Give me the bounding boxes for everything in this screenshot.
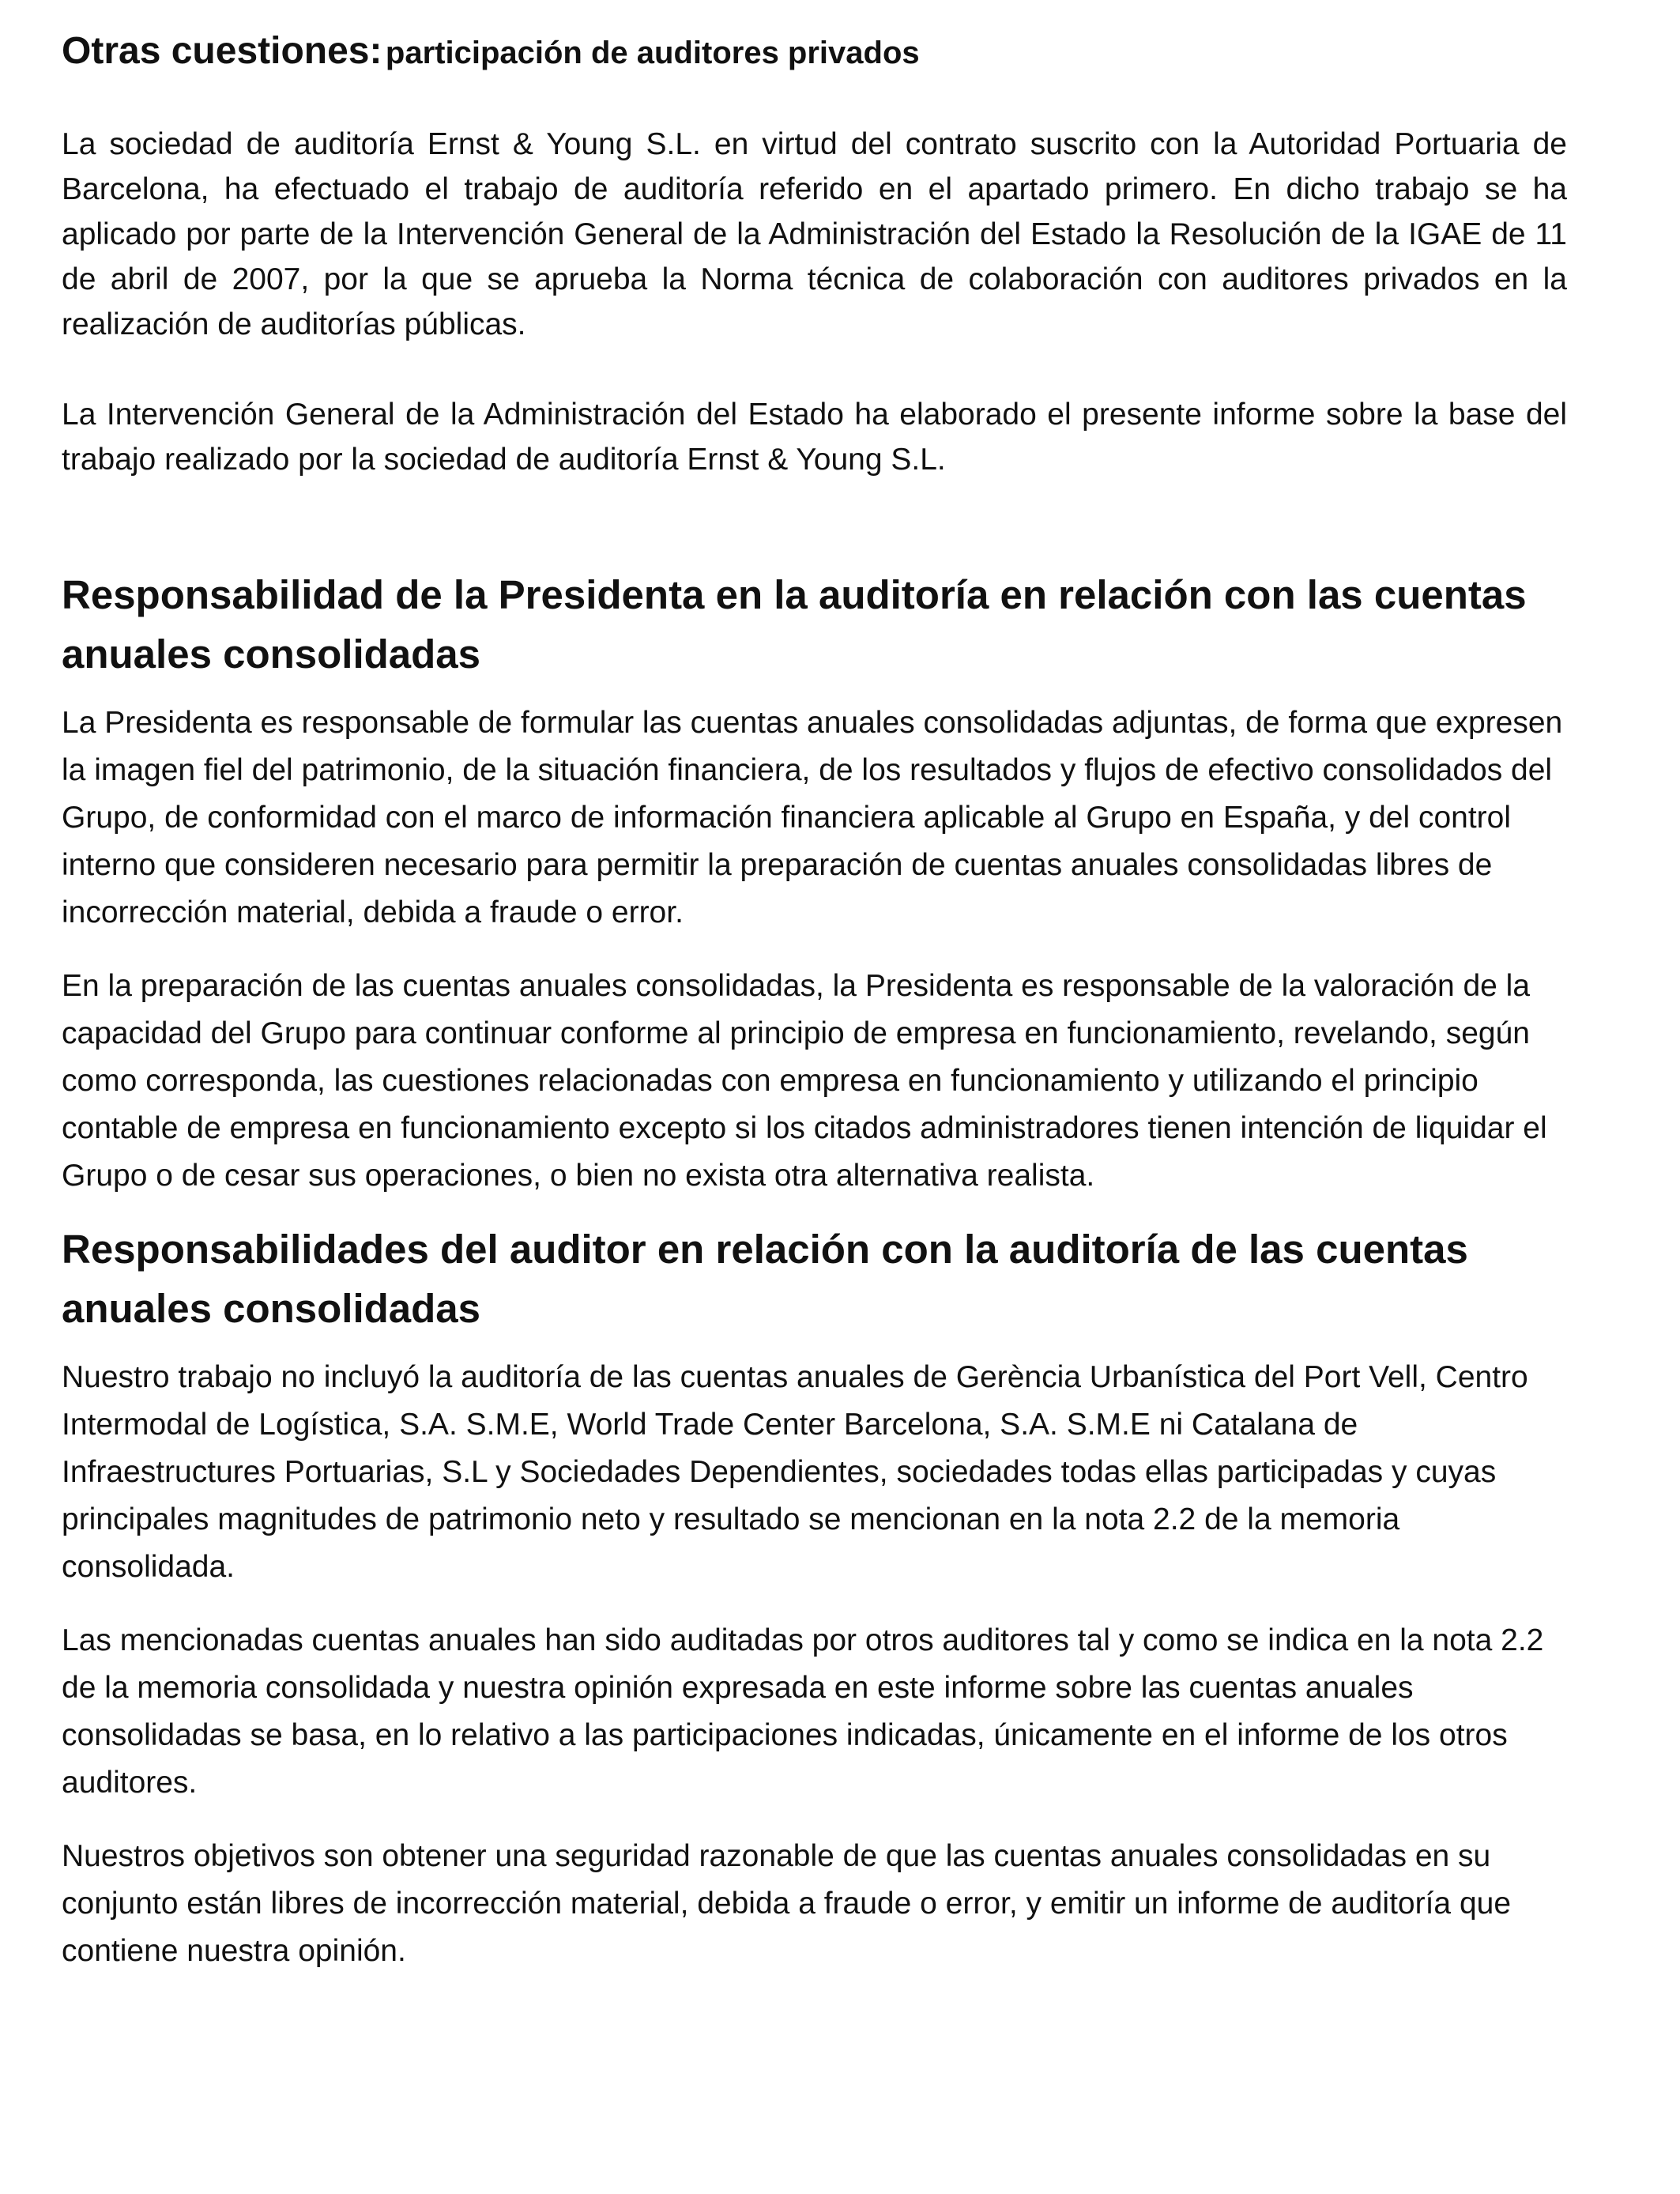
- other-matters-heading: [62, 24, 1567, 88]
- auditor-paragraph-2: Las mencionadas cuentas anuales han sido auditadas por otros auditores tal y como se indica en la nota 2.2 de la memoria consolidada y nuestra opinión expresada en este informe sobre las cuentas anuales consolidadas se basa, en lo relativo a las participaciones indicadas, únicamente en el informe de los otros auditores.: [62, 1623, 1544, 1800]
- presidenta-paragraph-1: La Presidenta es responsable de formular las cuentas anuales consolidadas adjuntas, de forma que expresen la imagen fiel del patrimonio, de la situación financiera, de los resultados y flujos de efectivo consolidados del Grupo, de conformidad con el marco de información financiera aplicable al Grupo en España, y del control interno que consideren necesario para permitir la preparación de cuentas anuales consolidadas libres de incorrección material, debida a fraude o error.: [62, 706, 1563, 929]
- intro-paragraph-1: La sociedad de auditoría Ernst & Young S.L. en virtud del contrato suscrito con la Autoridad Portuaria de Barcelona, ha efectuado el trabajo de auditoría referido en el apartado primero. En dicho trabajo se ha aplicado por parte de la Intervención General de la Administración del Estado la Resolución de la IGAE de 11 de abril de 2007, por la que se aprueba la Norma técnica de colaboración con auditores privados en la realización de auditorías públicas.: [62, 127, 1567, 341]
- auditor-responsibility-heading: Responsabilidades del auditor en relación con la auditoría de las cuentas anuales consolidadas: [62, 1227, 1468, 1331]
- presidenta-paragraph-2: En la preparación de las cuentas anuales consolidadas, la Presidenta es responsable de la valoración de la capacidad del Grupo para continuar conforme al principio de empresa en funcionamiento, revelando, según como corresponda, las cuestiones relacionadas con empresa en funcionamiento y utilizando el principio contable de empresa en funcionamiento excepto si los citados administradores tienen intención de liquidar el Grupo o de cesar sus operaciones, o bien no exista otra alternativa realista.: [62, 969, 1547, 1193]
- intro-paragraph-2: La Intervención General de la Administración del Estado ha elaborado el presente informe sobre la base del trabajo realizado por la sociedad de auditoría Ernst & Young S.L.: [62, 398, 1567, 477]
- other-matters-heading-sub: participación de auditores privados: [385, 36, 920, 70]
- other-matters-heading-main: Otras cuestiones:: [62, 30, 382, 72]
- presidenta-responsibility-heading: Responsabilidad de la Presidenta en la auditoría en relación con las cuentas anuales consolidadas: [62, 572, 1527, 677]
- document-page: [62, 24, 1567, 1975]
- auditor-paragraph-1: Nuestro trabajo no incluyó la auditoría de las cuentas anuales de Gerència Urbanística del Port Vell, Centro Intermodal de Logística, S.A. S.M.E, World Trade Center Barcelona, S.A. S.M.E ni Catalana de Infraestructures Portuarias, S.L y Sociedades Dependientes, sociedades todas ellas participadas y cuyas principales magnitudes de patrimonio neto y resultado se mencionan en la nota 2.2 de la memoria consolidada.: [62, 1360, 1528, 1584]
- auditor-paragraph-3: Nuestros objetivos son obtener una seguridad razonable de que las cuentas anuales consolidadas en su conjunto están libres de incorrección material, debida a fraude o error, y emitir un informe de auditoría que contiene nuestra opinión.: [62, 1839, 1512, 1968]
